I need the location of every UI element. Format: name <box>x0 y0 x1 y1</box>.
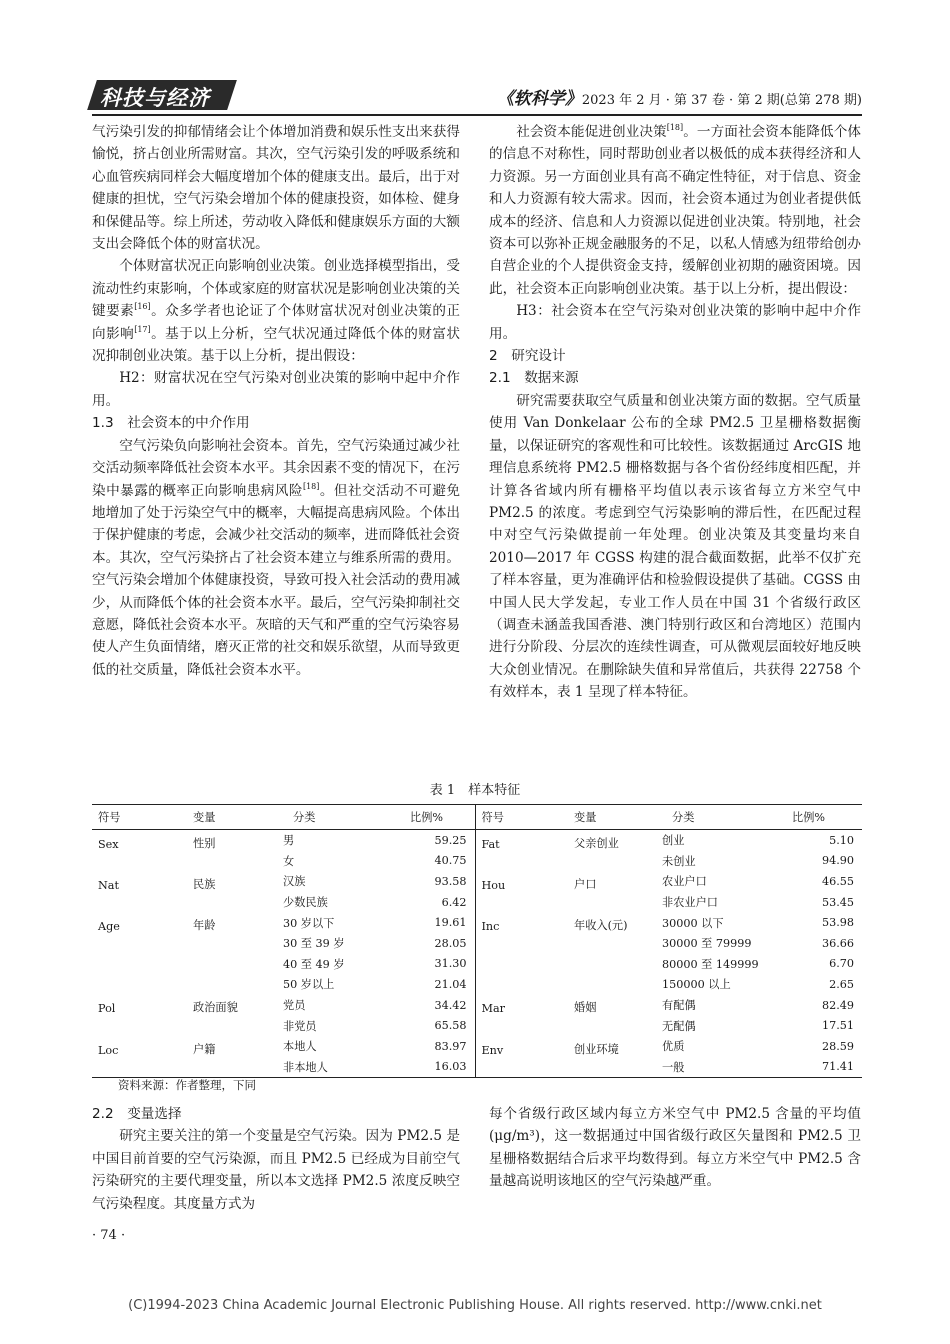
table-cell <box>475 892 568 913</box>
table-cell: 83.97 <box>434 1039 467 1053</box>
issue-info: 2023 年 2 月 · 第 37 卷 · 第 2 期(总第 278 期) <box>581 93 862 108</box>
table-cell: 非本地人 <box>279 1057 404 1078</box>
table-cell: 30000 至 79999 <box>662 937 752 951</box>
table-cell <box>187 851 279 872</box>
table-cell: 5.10 <box>829 833 854 847</box>
table-cell: 31.30 <box>434 957 467 971</box>
citation: [16] <box>134 302 151 312</box>
table-cell: 父亲创业 <box>574 836 619 850</box>
table-cell <box>92 892 187 913</box>
table-cell: 36.66 <box>821 936 854 950</box>
table-cell: Sex <box>98 837 119 851</box>
paragraph <box>92 121 460 255</box>
table-cell: 40 至 49 岁 <box>283 957 345 971</box>
table-cell: 少数民族 <box>283 896 328 910</box>
bottom-right-column <box>489 1103 861 1193</box>
paragraph <box>92 255 460 367</box>
paragraph <box>489 121 861 300</box>
table-cell <box>92 974 187 995</box>
table-cell: 婚姻 <box>574 1001 597 1015</box>
table-cell: 年龄 <box>193 918 216 932</box>
table-cell: 6.70 <box>829 957 854 971</box>
header-rule <box>92 114 862 116</box>
citation: [18] <box>302 481 320 491</box>
section-heading <box>489 345 861 367</box>
text-run: 2.1 数据来源 <box>489 370 579 387</box>
table-row <box>92 1036 862 1057</box>
text-run: 研究需要获取空气质量和创业决策方面的数据。空气质量使用 Van Donkelaar 公布的全球 PM2.5 卫星栅格数据衡量，以保证研究的客观性和可比较性。该数据通过 ArcGIS 地理信息系统将 PM2.5 栅格数据与各个省份经纬度相匹配，并计算各省域内所有栅格平均值以表示该省每立方米空气中 PM2.5 的浓度。考虑到空气污染影响的滞后性，在匹配过程中对空气污染做提前一年处理。创业决策及其变量均来自 2010—2017 年 CGSS 构建的混合截面数据，此举不仅扩充了样本容量，更为准确评估和检验假设提供了基础。CGSS 由中国人民大学发起，专业工作人员在中国 31 个省级行政区（调查未涵盖我国香港、澳门特别行政区和台湾地区）范围内进行分阶段、分层次的连续性调查，可从微观层面较好地反映大众创业情况。在删除缺失值和异常值后，共获得 22758 个有效样本，表 1 呈现了样本特征。 <box>489 392 861 701</box>
table-cell: 30 至 39 岁 <box>283 937 345 951</box>
table-cell: 创业 <box>662 834 685 848</box>
table-cell: Fat <box>475 830 568 851</box>
text-run: 。但社交活动不可避免地增加了处于污染空气中的概率，大幅提高患病风险。个体出于保护健康的考虑，会减少社交活动的频率，进而降低社会资本。其次，空气污染挤占了社会资本建立与维系所需的费用。空气污染会增加个体健康投资，导致可投入社会活动的费用减少，从而降低个体的社会资本水平。最后，空气污染抑制社交意愿，降低社会资本水平。灰暗的天气和严重的空气污染容易使人产生负面情绪，磨灭正常的社交和娱乐欲望，从而导致更低的社交质量，降低社会资本水平。 <box>92 482 461 678</box>
journal-name: 《软科学》 <box>496 89 582 109</box>
text-run: 研究主要关注的第一个变量是空气污染。因为 PM2.5 是中国目前首要的空气污染源，而且 PM2.5 已经成为目前空气污染研究的主要代理变量，所以本文选择 PM2.5 浓度反映空气污染程度。其度量方式为 <box>92 1128 460 1212</box>
text-run: 气污染引发的抑郁情绪会让个体增加消费和娱乐性支出来获得愉悦，挤占创业所需财富。其次，空气污染引发的呼吸系统和心血管疾病同样会大幅度增加个体的健康支出。最后，出于对健康的担忧，空气污染会增加个体的健康投资，如体检、健身和保健品等。综上所述，劳动收入降低和健康娱乐方面的大额支出会降低个体的财富状况。 <box>92 124 460 253</box>
section-heading <box>489 367 861 389</box>
text-run: H2：财富状况在空气污染对创业决策的影响中起中介作用。 <box>92 370 460 409</box>
table-cell <box>187 974 279 995</box>
table-header-cell: 分类 <box>658 805 786 830</box>
table-cell: 65.58 <box>434 1019 467 1033</box>
table-cell: 优质 <box>662 1040 685 1054</box>
text-run: H3：社会资本在空气污染对创业决策的影响中起中介作用。 <box>489 303 861 342</box>
table-cell <box>187 954 279 975</box>
table-cell: 150000 以上 <box>662 978 731 992</box>
table-cell: 女 <box>283 854 295 868</box>
table-cell: 30000 以下 <box>662 916 724 930</box>
table-cell: Loc <box>98 1043 119 1057</box>
table-header-cell: 符号 <box>475 805 568 830</box>
table-header-cell: 变量 <box>568 805 658 830</box>
table-cell: 21.04 <box>434 977 467 991</box>
table-cell: 党员 <box>283 999 306 1013</box>
table-row <box>92 830 862 851</box>
table-cell <box>568 954 658 975</box>
table-cell: 汉族 <box>283 875 306 889</box>
table-cell: 未创业 <box>662 854 696 868</box>
table-cell: 40.75 <box>434 854 467 868</box>
table-cell: Inc <box>475 912 568 933</box>
table-cell: 28.59 <box>821 1039 854 1053</box>
table-cell: 户籍 <box>193 1042 216 1056</box>
table-cell <box>475 974 568 995</box>
table-cell: 本地人 <box>283 1040 317 1054</box>
table-cell <box>92 1057 187 1078</box>
table-cell <box>475 1057 568 1078</box>
section-heading <box>92 412 460 434</box>
table-cell <box>187 933 279 954</box>
table-cell <box>475 851 568 872</box>
copyright-footer: (C)1994-2023 China Academic Journal Electronic Publishing House. All rights reserved. http://www.cnki.net <box>128 1298 822 1313</box>
text-run: 2.2 变量选择 <box>92 1106 182 1122</box>
table-cell: 农业户口 <box>662 875 707 889</box>
table-cell <box>92 954 187 975</box>
table-cell: 80000 至 149999 <box>662 957 759 971</box>
sample-table <box>92 804 862 1078</box>
paragraph <box>92 367 460 412</box>
table-cell: 30 岁以下 <box>283 916 335 930</box>
table-cell <box>568 974 658 995</box>
right-column <box>489 121 861 704</box>
table-cell: 71.41 <box>786 1057 862 1078</box>
table-cell: Age <box>98 919 120 933</box>
table-cell: 男 <box>283 834 295 848</box>
journal-info <box>497 84 862 109</box>
table-cell: 53.98 <box>821 916 854 930</box>
table-row <box>92 851 862 872</box>
table-cell: 16.03 <box>404 1057 475 1078</box>
table-cell: Nat <box>98 878 119 892</box>
table-cell <box>568 851 658 872</box>
table-cell: 17.51 <box>821 1019 854 1033</box>
table-cell: Hou <box>475 871 568 892</box>
table-cell: 46.55 <box>821 874 854 888</box>
table-cell: 非党员 <box>283 1019 317 1033</box>
table-cell: 94.90 <box>821 854 854 868</box>
text-run: 社会资本能促进创业决策 <box>516 124 667 140</box>
section-heading <box>92 1103 460 1125</box>
table-row <box>92 912 862 933</box>
table-row <box>92 871 862 892</box>
table-cell: 28.05 <box>434 936 467 950</box>
table-cell: 93.58 <box>434 874 467 888</box>
table-header-cell: 变量 <box>187 805 279 830</box>
table-cell: 无配偶 <box>662 1019 696 1033</box>
table-row <box>92 995 862 1016</box>
table-row <box>92 892 862 913</box>
table-header-cell: 比例% <box>404 805 475 830</box>
text-run: 。众多学者也论证了个体财富状况对创业决策的正向影响 <box>92 303 461 342</box>
table-cell <box>187 892 279 913</box>
table-cell <box>92 851 187 872</box>
bottom-left-column <box>92 1103 460 1215</box>
text-run: 1.3 社会资本的中介作用 <box>92 415 250 432</box>
text-run: 空气污染负向影响社会资本。首先，空气污染通过减少社交活动频率降低社会资本水平。其余因素不变的情况下，在污染中暴露的概率正向影响患病风险 <box>92 437 460 499</box>
table-cell: 53.45 <box>821 895 854 909</box>
left-column <box>92 121 460 681</box>
paragraph <box>489 390 861 704</box>
text-run: 每个省级行政区域内每立方米空气中 PM2.5 含量的平均值(μg/m³)，这一数据通过中国省级行政区矢量图和 PM2.5 卫星栅格数据结合后求平均数得到。每立方米空气中 PM2.5 含量越高说明该地区的空气污染越严重。 <box>489 1106 861 1190</box>
paragraph <box>92 1125 460 1215</box>
table-cell: 一般 <box>658 1057 786 1078</box>
paragraph <box>489 1103 861 1193</box>
table-cell <box>475 933 568 954</box>
table-cell <box>475 1015 568 1036</box>
table-header-cell: 比例% <box>786 805 862 830</box>
section-banner <box>92 80 232 110</box>
table-cell <box>568 892 658 913</box>
table-cell: 创业环境 <box>574 1042 619 1056</box>
table-cell: 户口 <box>574 877 597 891</box>
page-number: · 74 · <box>92 1228 126 1243</box>
text-run: 2 研究设计 <box>489 348 566 365</box>
text-run: 。一方面社会资本能降低个体的信息不对称性，同时帮助创业者以极低的成本获得经济和人力资源。另一方面创业具有高不确定性特征，对于信息、资金和人力资源有较大需求。因而，社会资本通过为创业者提供低成本的经济、信息和人力资源以促进创业决策。特别地，社会资本可以弥补正规金融服务的不足，以私人情感为纽带给创办自营企业的个人提供资金支持，缓解创业初期的融资困境。因此，社会资本正向影响创业决策。基于以上分析，提出假设： <box>489 124 862 297</box>
table-cell: 6.42 <box>441 895 467 909</box>
table-cell <box>92 1015 187 1036</box>
text-run: 个体财富状况正向影响创业决策。创业选择模型指出，受流动性约束影响，个体或家庭的财富状况是影响创业决策的关键要素 <box>92 258 460 320</box>
section-title: 科技与经济 <box>100 86 210 110</box>
table-cell: 82.49 <box>821 998 854 1012</box>
table-cell: 非农业户口 <box>662 896 718 910</box>
table-row <box>92 933 862 954</box>
table-cell: 性别 <box>193 836 216 850</box>
table-row <box>92 1015 862 1036</box>
table-cell <box>568 1015 658 1036</box>
table-cell: 59.25 <box>434 833 467 847</box>
table-source: 资料来源：作者整理，下同 <box>118 1078 256 1092</box>
citation: [18] <box>666 123 684 132</box>
table-cell: 19.61 <box>434 916 467 930</box>
table-header-cell: 分类 <box>279 805 404 830</box>
table-cell: 有配偶 <box>662 999 696 1013</box>
table-cell <box>187 1057 279 1078</box>
table-header-cell: 符号 <box>92 805 187 830</box>
table-cell <box>187 1015 279 1036</box>
table-cell: 34.42 <box>434 998 467 1012</box>
table-cell: 年收入(元) <box>574 918 628 932</box>
paragraph <box>92 435 460 681</box>
table-row <box>92 954 862 975</box>
table-cell <box>568 933 658 954</box>
table-cell <box>568 1057 658 1078</box>
table-cell: 民族 <box>193 877 216 891</box>
table-cell: Mar <box>475 995 568 1016</box>
table-cell: Pol <box>98 1002 116 1016</box>
citation: [17] <box>134 324 151 334</box>
table-cell: 50 岁以上 <box>283 978 335 992</box>
table-cell: 2.65 <box>829 977 854 991</box>
table-cell: Env <box>475 1036 568 1057</box>
table-row <box>92 1057 862 1078</box>
text-run: 。基于以上分析，空气状况通过降低个体的财富状况抑制创业决策。基于以上分析，提出假设： <box>92 325 461 365</box>
table-cell <box>92 933 187 954</box>
table-cell <box>475 954 568 975</box>
table-cell: 政治面貌 <box>193 1001 238 1015</box>
table-title: 表 1 样本特征 <box>429 783 521 798</box>
paragraph <box>489 300 861 345</box>
table-row <box>92 974 862 995</box>
